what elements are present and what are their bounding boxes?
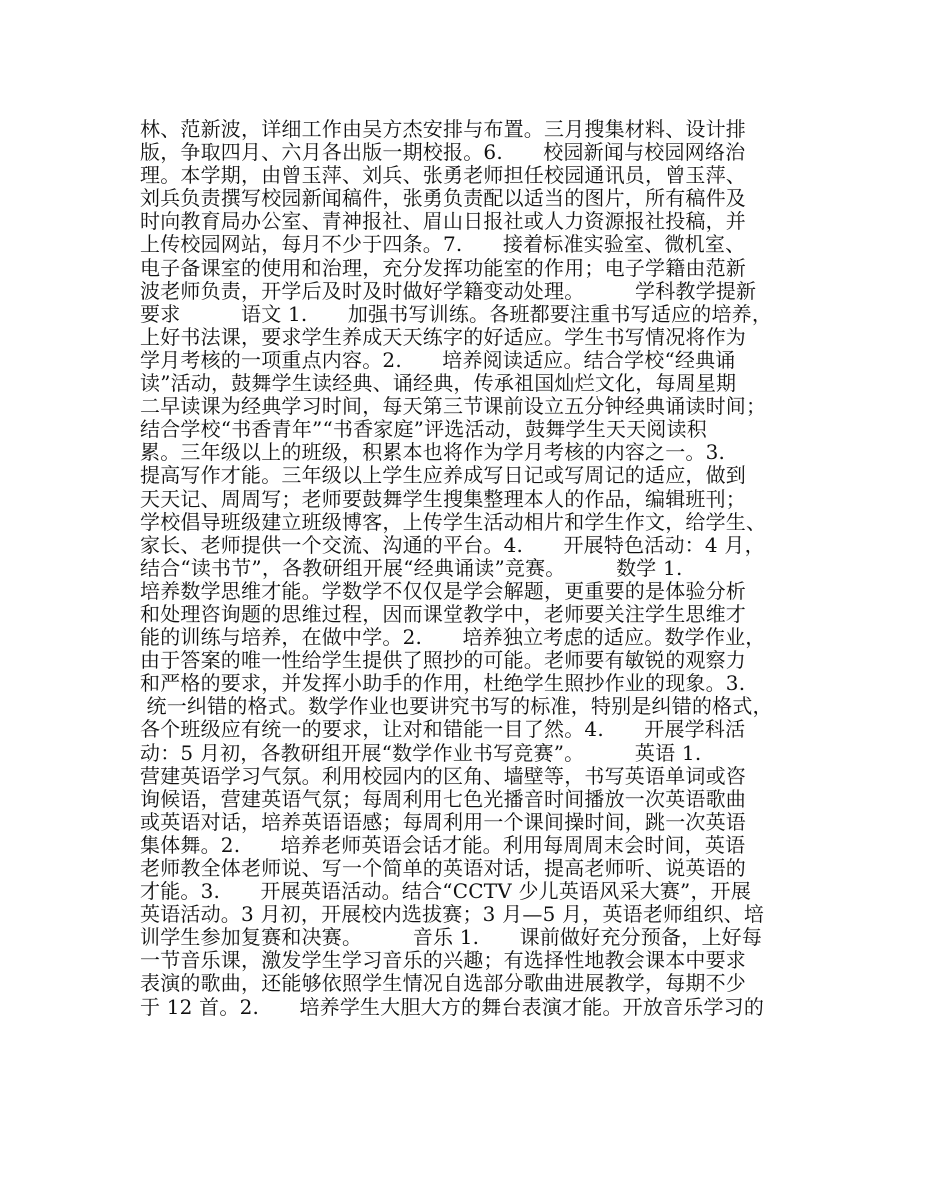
text-line: 动：5 月初，各教研组开展“数学作业书写竞赛”。 英语 1. — [140, 740, 702, 765]
text-line: 培养数学思维才能。学数学不仅仅是学会解题，更重要的是体验分析 — [140, 578, 746, 603]
text-line: 统一纠错的格式。数学作业也要讲究书写的标准，特别是纠错的格式， — [140, 694, 773, 719]
text-line: 和严格的要求，并发挥小助手的作用，杜绝学生照抄作业的现象。3. — [140, 671, 746, 696]
text-line: 累。三年级以上的班级，积累本也将作为学月考核的内容之一。3. — [140, 440, 726, 465]
text-line: 天天记、周周写；老师要鼓舞学生搜集整理本人的作品，编辑班刊； — [140, 486, 746, 511]
text-line: 各个班级应有统一的要求，让对和错能一目了然。4. 开展学科活 — [140, 717, 746, 742]
text-line: 老师教全体老师说、写一个简单的英语对话，提高老师听、说英语的 — [140, 856, 746, 880]
text-line: 于 12 首。2. 培养学生大胆大方的舞台表演才能。开放音乐学习的 — [140, 994, 765, 1019]
text-line: 由于答案的唯一性给学生提供了照抄的可能。老师要有敏锐的观察力 — [140, 648, 746, 673]
text-line: 时向教育局办公室、青神报社、眉山日报社或人力资源报社投稿，并 — [140, 209, 746, 234]
text-line: 电子备课室的使用和治理，充分发挥功能室的作用；电子学籍由范新 — [140, 255, 746, 280]
text-line: 集体舞。2. 培养老师英语会话才能。利用每周周末会时间，英语 — [140, 832, 746, 857]
text-line: 要求 语文 1. 加强书写训练。各班都要注重书写适应的培养， — [140, 301, 773, 326]
text-line: 英语活动。3 月初，开展校内选拔赛；3 月—5 月，英语老师组织、培 — [140, 902, 765, 927]
text-line: 提高写作才能。三年级以上学生应养成写日记或写周记的适应，做到 — [140, 463, 746, 488]
text-line: 训学生参加复赛和决赛。 音乐 1. 课前做好充分预备，上好每 — [140, 925, 763, 950]
text-line: 林、范新波，详细工作由吴方杰安排与布置。三月搜集材料、设计排 — [140, 117, 746, 141]
text-line: 版，争取四月、六月各出版一期校报。6. 校园新闻与校园网络治 — [140, 140, 746, 165]
text-line: 才能。3. 开展英语活动。结合“CCTV 少儿英语风采大赛”，开展 — [140, 879, 752, 904]
text-line: 理。本学期，由曾玉萍、刘兵、张勇老师担任校园通讯员，曾玉萍、 — [140, 163, 746, 188]
text-line: 一节音乐课，激发学生学习音乐的兴趣；有选择性地教会课本中要求 — [140, 948, 746, 973]
text-line: 上好书法课，要求学生养成天天练字的好适应。学生书写情况将作为 — [140, 324, 746, 349]
text-line: 营建英语学习气氛。利用校园内的区角、墙壁等，书写英语单词或咨 — [140, 763, 746, 788]
text-line: 刘兵负责撰写校园新闻稿件，张勇负责配以适当的图片，所有稿件及 — [140, 186, 746, 211]
text-line: 结合学校“书香青年”“书香家庭”评选活动，鼓舞学生天天阅读积 — [140, 417, 707, 442]
text-line: 波老师负责，开学后及时及时做好学籍变动处理。 学科教学提新 — [140, 278, 757, 303]
text-line: 上传校园网站，每月不少于四条。7. 接着标准实验室、微机室、 — [140, 232, 746, 257]
text-line: 和处理咨询题的思维过程，因而课堂教学中，老师要关注学生思维才 — [140, 601, 746, 626]
text-line: 读”活动，鼓舞学生读经典、诵经典，传承祖国灿烂文化，每周星期 — [140, 371, 737, 396]
text-line: 表演的歌曲，还能够依照学生情况自选部分歌曲进展教学，每期不少 — [140, 971, 746, 996]
text-line: 二早读课为经典学习时间，每天第三节课前设立五分钟经典诵读时间； — [140, 394, 767, 419]
text-line: 询候语，营建英语气氛；每周利用七色光播音时间播放一次英语歌曲 — [140, 786, 746, 811]
text-line: 学月考核的一项重点内容。2. 培养阅读适应。结合学校“经典诵 — [140, 347, 736, 372]
text-line: 家长、老师提供一个交流、沟通的平台。4. 开展特色活动：4 月， — [140, 532, 765, 557]
text-line: 能的训练与培养，在做中学。2. 培养独立考虑的适应。数学作业， — [140, 625, 766, 650]
text-line: 学校倡导班级建立班级博客，上传学生活动相片和学生作文，给学生、 — [140, 509, 767, 534]
text-line: 结合“读书节”，各教研组开展“经典诵读”竞赛。 数学 1. — [140, 555, 683, 580]
text-line: 或英语对话，培养英语语感；每周利用一个课间操时间，跳一次英语 — [140, 809, 746, 834]
body-text — [140, 118, 830, 1019]
